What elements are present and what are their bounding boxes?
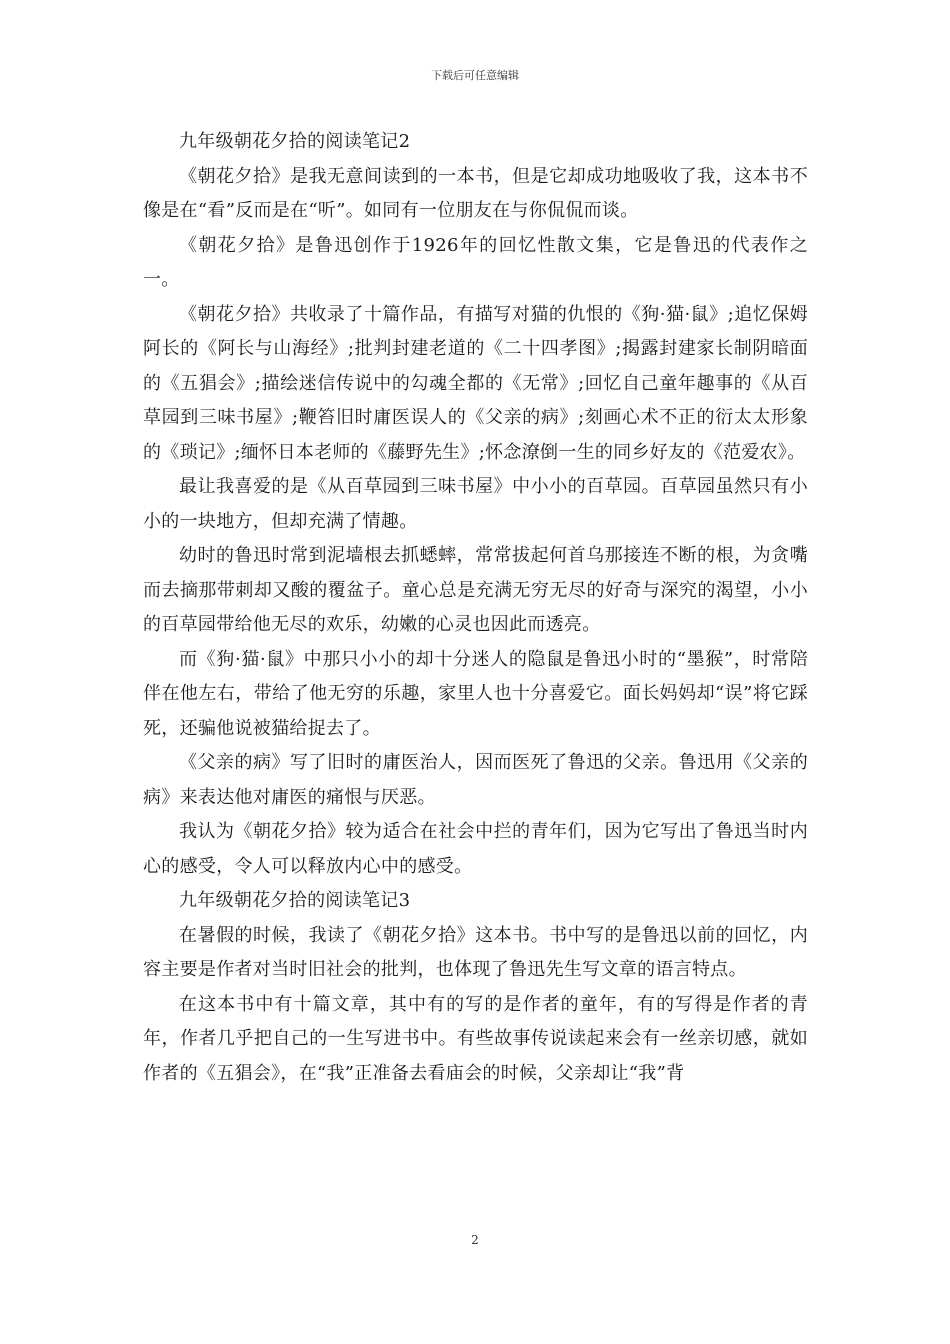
page-header-note: 下载后可任意编辑	[431, 69, 519, 82]
section-heading-2: 九年级朝花夕拾的阅读笔记2	[179, 131, 411, 152]
paragraph: 《朝花夕拾》共收录了十篇作品，有描写对猫的仇恨的《狗·猫·鼠》;追忆保姆阿长的《阿长与山海经》;批判封建老道的《二十四孝图》;揭露封建家长制阴暗面的《五猖会》;描绘迷信传说中的勾魂全都的《无常》;回忆自己童年趣事的《从百草园到三味书屋》;鞭笞旧时庸医误人的《父亲的病》;刻画心术不正的衍太太形象的《琐记》;缅怀日本老师的《藤野先生》;怀念潦倒一生的同乡好友的《范爱农》。	[143, 303, 808, 463]
section-heading-3: 九年级朝花夕拾的阅读笔记3	[179, 890, 411, 911]
paragraph: 在这本书中有十篇文章，其中有的写的是作者的童年，有的写得是作者的青年，作者几乎把自己的一生写进书中。有些故事传说读起来会有一丝亲切感，就如作者的《五猖会》，在“我”正准备去看庙会的时候，父亲却让“我”背	[143, 993, 808, 1084]
page-number: 2	[471, 1233, 479, 1247]
paragraph: 《朝花夕拾》是我无意间读到的一本书，但是它却成功地吸收了我，这本书不像是在“看”反而是在“听”。如同有一位朋友在与你侃侃而谈。	[143, 165, 808, 221]
paragraph: 我认为《朝花夕拾》较为适合在社会中拦的青年们，因为它写出了鲁迅当时内心的感受，令人可以释放内心中的感受。	[143, 821, 808, 877]
document-body	[143, 125, 808, 1091]
paragraph: 《父亲的病》写了旧时的庸医治人，因而医死了鲁迅的父亲。鲁迅用《父亲的病》来表达他对庸医的痛恨与厌恶。	[143, 752, 808, 808]
paragraph: 而《狗·猫·鼠》中那只小小的却十分迷人的隐鼠是鲁迅小时的“墨猴”，时常陪伴在他左右，带给了他无穷的乐趣，家里人也十分喜爱它。面长妈妈却“误”将它踩死，还骗他说被猫给捉去了。	[143, 648, 808, 739]
paragraph: 《朝花夕拾》是鲁迅创作于1926年的回忆性散文集，它是鲁迅的代表作之一。	[143, 234, 808, 290]
paragraph: 最让我喜爱的是《从百草园到三味书屋》中小小的百草园。百草园虽然只有小小的一块地方，但却充满了情趣。	[143, 476, 808, 532]
paragraph: 幼时的鲁迅时常到泥墙根去抓蟋蟀，常常拔起何首乌那接连不断的根，为贪嘴而去摘那带刺却又酸的覆盆子。童心总是充满无穷无尽的好奇与深究的渴望，小小的百草园带给他无尽的欢乐，幼嫩的心灵也因此而透亮。	[143, 545, 808, 635]
paragraph: 在暑假的时候，我读了《朝花夕拾》这本书。书中写的是鲁迅以前的回忆，内容主要是作者对当时旧社会的批判，也体现了鲁迅先生写文章的语言特点。	[143, 924, 808, 980]
